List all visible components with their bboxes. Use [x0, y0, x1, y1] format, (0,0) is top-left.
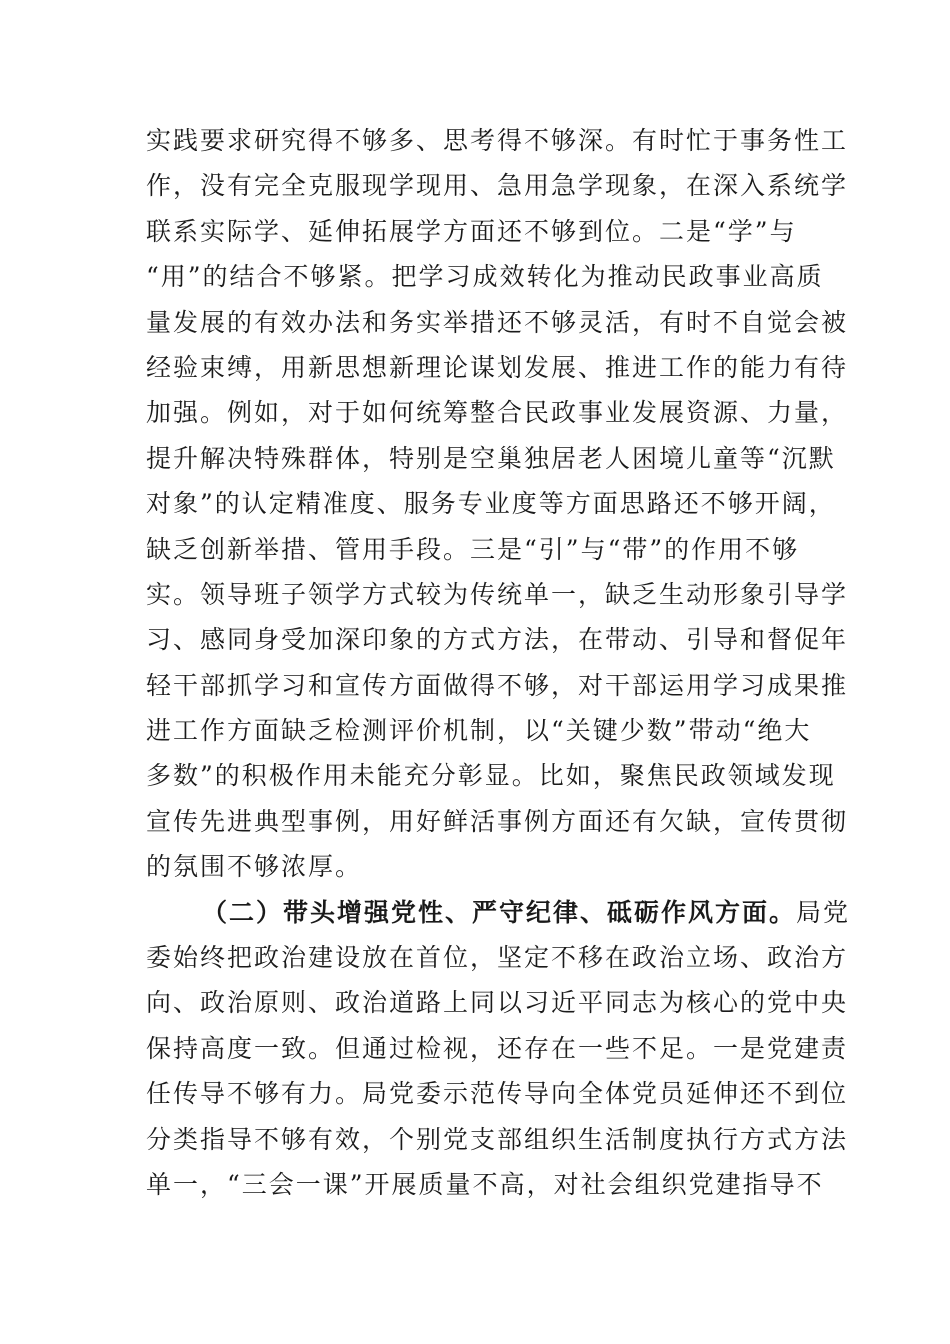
text-line: 向、政治原则、政治道路上同以习近平同志为核心的党中央	[146, 988, 849, 1018]
section-heading: （二）带头增强党性、严守纪律、砥砺作风方面。	[202, 897, 797, 927]
text-line: 进工作方面缺乏检测评价机制，以“关键少数”带动“绝大	[146, 716, 812, 746]
text-line: 单一，“三会一课”开展质量不高，对社会组织党建指导不	[146, 1169, 824, 1199]
text-line: 宣传先进典型事例，用好鲜活事例方面还有欠缺，宣传贯彻	[146, 806, 849, 836]
text-line: 实践要求研究得不够多、思考得不够深。有时忙于事务性工	[146, 126, 849, 155]
text-line: 缺乏创新举措、管用手段。三是“引”与“带”的作用不够	[146, 534, 800, 564]
text-line: 经验束缚，用新思想新理论谋划发展、推进工作的能力有待	[146, 352, 849, 382]
text-line: 分类指导不够有效，个别党支部组织生活制度执行方式方法	[146, 1124, 849, 1154]
text-line: 对象”的认定精准度、服务专业度等方面思路还不够开阔，	[146, 489, 836, 519]
text-line: 任传导不够有力。局党委示范传导向全体党员延伸还不到位	[146, 1079, 849, 1109]
text-line: 量发展的有效办法和务实举措还不够灵活，有时不自觉会被	[146, 307, 849, 337]
body-text	[146, 118, 851, 1207]
text-line: 习、感同身受加深印象的方式方法，在带动、引导和督促年	[146, 625, 849, 655]
text-line: 提升解决特殊群体，特别是空巢独居老人困境儿童等“沉默	[146, 443, 836, 473]
text-line: 保持高度一致。但通过检视，还存在一些不足。一是党建责	[146, 1033, 849, 1063]
text-line: 多数”的积极作用未能充分彰显。比如，聚焦民政领域发现	[146, 761, 836, 791]
text-line: 实。领导班子领学方式较为传统单一，缺乏生动形象引导学	[146, 579, 849, 609]
text-line: 的氛围不够浓厚。	[146, 852, 363, 882]
text-line: 轻干部抓学习和宣传方面做得不够，对干部运用学习成果推	[146, 670, 849, 700]
text-line: 委始终把政治建设放在首位，坚定不移在政治立场、政治方	[146, 943, 849, 973]
text-line: 加强。例如，对于如何统筹整合民政事业发展资源、力量，	[146, 398, 849, 428]
section-heading-tail: 局党	[796, 897, 851, 927]
section-heading-line	[146, 890, 851, 935]
text-line: 联系实际学、延伸拓展学方面还不够到位。二是“学”与	[146, 216, 797, 246]
text-line: 作，没有完全克服现学现用、急用急学现象，在深入系统学	[146, 171, 849, 201]
text-line: “用”的结合不够紧。把学习成效转化为推动民政事业高质	[146, 262, 824, 292]
